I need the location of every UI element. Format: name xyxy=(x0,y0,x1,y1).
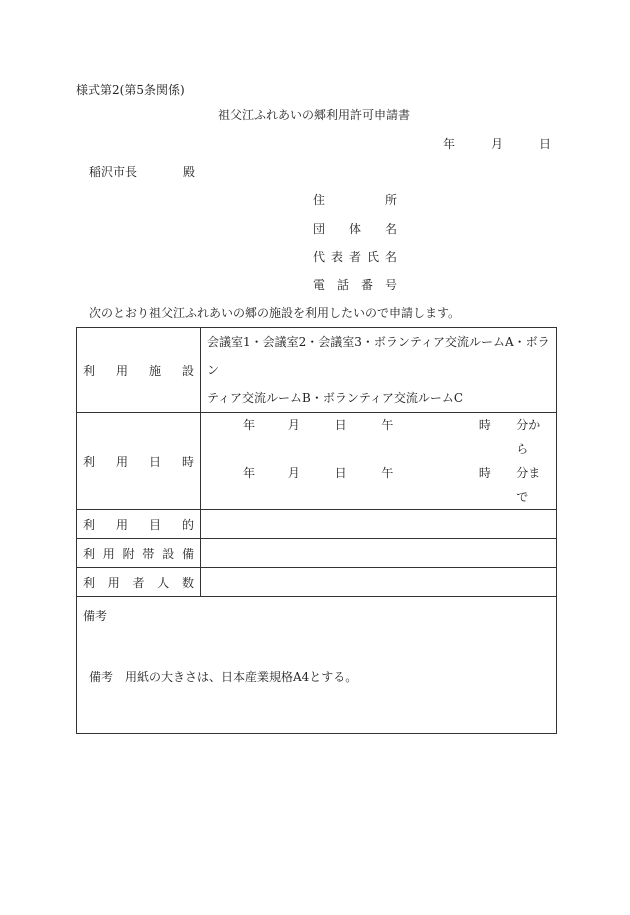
label-phone: 電 話 番 号 xyxy=(313,278,397,292)
label-address: 住 所 xyxy=(313,193,397,207)
label-group-name: 団 体 名 xyxy=(313,222,397,236)
date-year: 年 xyxy=(443,137,456,151)
users-value[interactable] xyxy=(201,568,557,597)
equipment-value[interactable] xyxy=(201,539,557,568)
datetime-label: 利 用 日 時 xyxy=(83,454,194,469)
remarks-field[interactable] xyxy=(77,597,557,734)
equipment-label: 利 用 附 帯 設 備 xyxy=(83,546,194,561)
row-purpose xyxy=(77,510,557,539)
purpose-value[interactable] xyxy=(201,510,557,539)
row-datetime xyxy=(77,413,557,510)
facility-label: 利 用 施 設 xyxy=(83,363,194,378)
remarks-label: 備考 xyxy=(83,609,108,623)
addressee-honorific: 殿 xyxy=(183,165,196,179)
datetime-to: 年 月 日 午 時 分まで xyxy=(243,466,541,504)
facility-value: 会議室1・会議室2・会議室3・ボランティア交流ルームA・ボラン ティア交流ルームB・ボランティア交流ルームC xyxy=(201,328,557,413)
row-facility xyxy=(77,328,557,413)
date-month: 月 xyxy=(491,137,504,151)
purpose-label: 利 用 目 的 xyxy=(83,517,194,532)
form-title: 祖父江ふれあいの郷利用許可申請書 xyxy=(218,108,411,122)
row-equipment xyxy=(77,539,557,568)
datetime-from: 年 月 日 午 時 分から xyxy=(243,418,541,456)
label-representative: 代 表 者 氏 名 xyxy=(313,250,397,264)
datetime-value[interactable] xyxy=(201,413,557,510)
form-number: 様式第2(第5条関係) xyxy=(76,83,185,97)
row-remarks xyxy=(77,597,557,734)
addressee-name: 稲沢市長 xyxy=(89,165,138,179)
date-day: 日 xyxy=(539,137,552,151)
row-users xyxy=(77,568,557,597)
users-label: 利 用 者 人 数 xyxy=(83,575,194,590)
statement: 次のとおり祖父江ふれあいの郷の施設を利用したいので申請します。 xyxy=(89,306,461,320)
footer-note: 備考 用紙の大きさは、日本産業規格A4とする。 xyxy=(89,670,358,684)
